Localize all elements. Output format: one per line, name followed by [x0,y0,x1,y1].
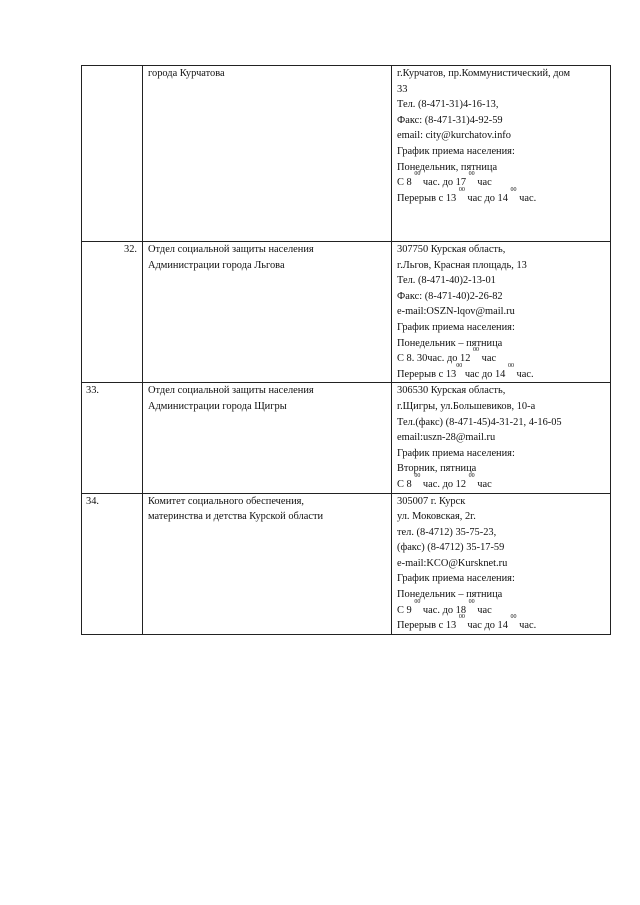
time-minutes-superscript: 00 [507,362,514,369]
table-row [82,242,611,383]
table-row [82,66,611,242]
address-line: Факс: (8-471-31)4-92-59 [397,114,503,126]
address-line: г.Щигры, ул.Большевиков, 10-а [397,400,536,412]
time-text: час [479,353,497,365]
address-contacts [392,493,611,634]
address-line: (факс) (8-4712) 35-17-59 [397,542,505,554]
time-minutes-superscript: 00 [468,598,475,605]
address-line [397,186,605,207]
time-minutes-superscript: 00 [414,472,421,479]
address-line: График приема населения: [397,573,515,585]
address-line: Вторник, пятница [397,463,477,475]
address-line: тел. (8-4712) 35-75-23, [397,526,497,538]
organization-name [143,66,392,242]
address-line: Понедельник, пятница [397,161,498,173]
address-line [397,598,605,619]
institutions-table [81,65,611,635]
address-line: Понедельник – пятница [397,589,503,601]
time-minutes-superscript: 00 [468,472,475,479]
time-text: С 9 [397,604,415,616]
address-line: e-mail:OSZN-lqov@mail.ru [397,306,515,318]
address-line [397,362,605,383]
organization-line: Отдел социальной защиты населения [148,385,314,397]
time-text: час. до 18 [420,604,469,616]
address-line: email:uszn-28@mail.ru [397,432,496,444]
time-text: час до 14 [464,192,511,204]
time-minutes-superscript: 00 [510,186,517,193]
address-line: Тел. (8-471-40)2-13-01 [397,275,496,287]
time-text: Перерыв с 13 [397,192,459,204]
address-contacts [392,66,611,242]
row-number: 32. [82,242,143,383]
time-minutes-superscript: 00 [458,186,465,193]
organization-name [143,493,392,634]
address-line: График приема населения: [397,321,515,333]
row-number: 33. [82,383,143,493]
table-row [82,493,611,634]
organization-name [143,383,392,493]
address-line [397,472,605,493]
organization-line: Администрации города Щигры [148,400,287,412]
time-text: Перерыв с 13 [397,368,457,380]
time-text: час [474,478,492,490]
address-line: email: city@kurchatov.info [397,130,511,142]
address-line: e-mail:KCO@Kursknet.ru [397,557,508,569]
row-number: 34. [82,493,143,634]
address-line: График приема населения: [397,145,515,157]
address-line: Тел. (8-471-31)4-16-13, [397,99,499,111]
time-text: час до 14 [462,368,508,380]
organization-line: Отдел социальной защиты населения [148,244,314,255]
address-line: График приема населения: [397,447,515,459]
time-text: С 8. 30час. до 12 [397,353,474,365]
time-text: С 8 [397,177,415,189]
address-line [397,614,605,634]
time-minutes-superscript: 00 [473,347,480,354]
time-text: час. [513,368,534,380]
time-minutes-superscript: 00 [510,614,517,621]
time-text: час [474,604,492,616]
address-line [397,171,605,191]
table-row [82,383,611,493]
address-line: Тел.(факс) (8-471-45)4-31-21, 4-16-05 [397,416,562,428]
address-contacts [392,242,611,383]
organization-line: Комитет социального обеспечения, [148,495,305,507]
organization-name [143,242,392,383]
organization-line: города Курчатова [148,68,225,79]
address-line: г.Курчатов, пр.Коммунистический, дом [397,68,571,79]
address-line: 305007 г. Курск [397,495,466,507]
address-line: 306530 Курская область, [397,385,506,397]
time-minutes-superscript: 00 [456,362,463,369]
address-line [397,347,605,367]
address-line: 307750 Курская область, [397,244,506,255]
organization-line: материнства и детства Курской области [148,511,324,523]
time-text: С 8 [397,478,415,490]
address-line: Понедельник – пятница [397,337,503,349]
address-line: 33 [397,83,408,95]
address-line: ул. Моковская, 2г. [397,511,476,523]
address-line: Факс: (8-471-40)2-26-82 [397,290,503,302]
time-minutes-superscript: 00 [468,171,475,178]
address-contacts [392,383,611,493]
time-text: час. до 12 [420,478,469,490]
time-minutes-superscript: 00 [414,171,421,178]
time-text: час [474,177,492,189]
time-text: Перерыв с 13 [397,620,459,632]
time-text: час. [516,192,537,204]
time-text: час. до 17 [420,177,469,189]
organization-line: Администрации города Льгова [148,259,285,271]
address-line: г.Льгов, Красная площадь, 13 [397,259,527,271]
time-text: час до 14 [464,620,511,632]
time-minutes-superscript: 00 [458,614,465,621]
time-text: час. [516,620,537,632]
row-number [82,66,143,242]
time-minutes-superscript: 00 [414,598,421,605]
